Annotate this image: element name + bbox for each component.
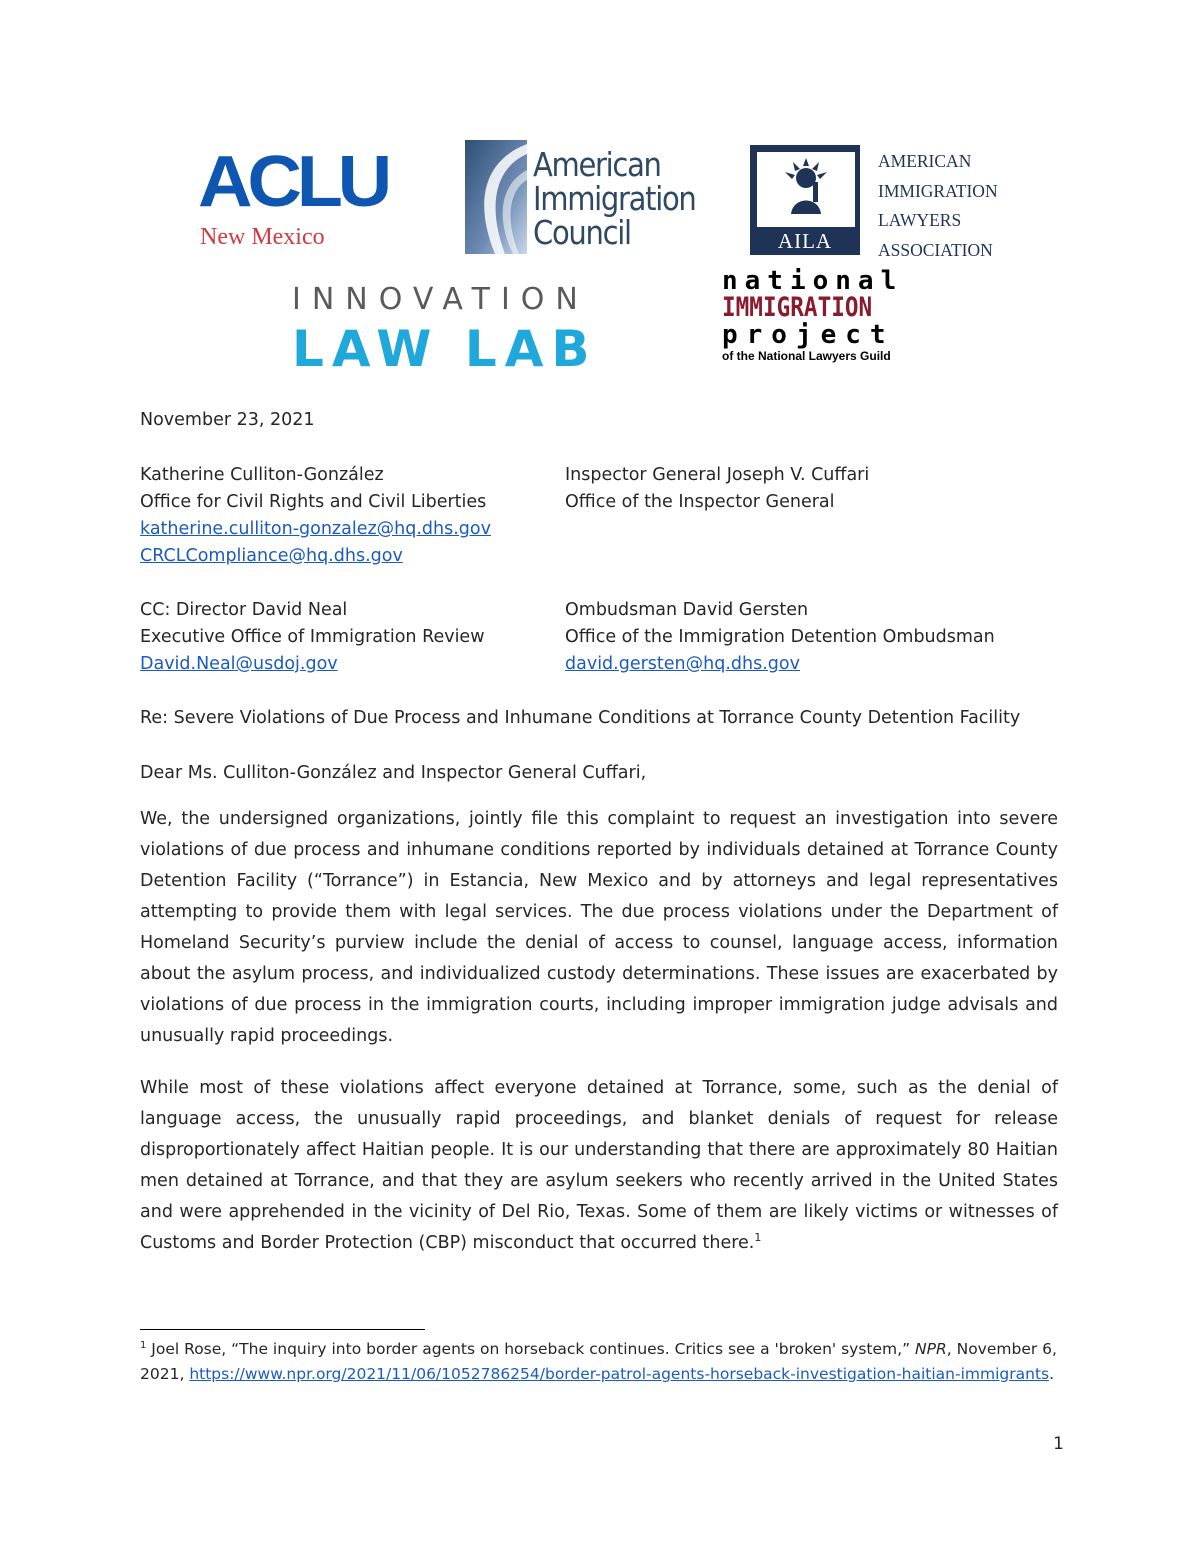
body-paragraph-1: We, the undersigned organizations, jointly file this complaint to request an investigation into severe violations of due process and inhumane conditions reported by individuals detained at Torrance County Detention Facility (“Torrance”) in Estancia, New Mexico and by attorneys and legal representatives attempting to provide them with legal services. The due process violations under the Department of Homeland Security’s purview include the denial of access to counsel, language access, information about the asylum process, and individualized custody determinations. These issues are exacerbated by violations of due process in the immigration courts, including improper immigration judge advisals and unusually rapid proceedings. — [140, 809, 1058, 1046]
aila-logo — [750, 145, 1030, 260]
aic-logo-line2: Immigration — [533, 179, 696, 218]
footnote-reference[interactable]: 1 — [754, 1231, 762, 1245]
recipient-oig-name: Inspector General Joseph V. Cuffari — [565, 465, 870, 485]
footnote-divider — [140, 1329, 425, 1330]
aclu-logo-word: ACLU — [198, 142, 387, 222]
recipient-oig-office: Office of the Inspector General — [565, 492, 835, 512]
letter-date: November 23, 2021 — [140, 410, 315, 430]
recipient-crcl-office: Office for Civil Rights and Civil Liberties — [140, 492, 487, 512]
letter-salutation: Dear Ms. Culliton-González and Inspector General Cuffari, — [140, 763, 647, 783]
page-number: 1 — [1053, 1434, 1064, 1454]
aic-logo-line1: American — [533, 145, 661, 184]
recipient-eoir — [140, 597, 485, 678]
footnote-url-link[interactable]: https://www.npr.org/2021/11/06/1052786254/border-patrol-agents-horseback-investigation-haitian-immigrants — [189, 1365, 1050, 1383]
recipient-oig — [565, 462, 869, 516]
footnote-end: . — [1049, 1365, 1055, 1383]
aclu-logo-state: New Mexico — [200, 224, 325, 250]
aila-logo-line2: IMMIGRATION — [878, 180, 998, 201]
recipient-crcl-email-link[interactable]: katherine.culliton-gonzalez@hq.dhs.gov — [140, 519, 491, 539]
crcl-compliance-email-link[interactable]: CRCLCompliance@hq.dhs.gov — [140, 546, 403, 566]
footnote-marker: 1 — [140, 1339, 147, 1351]
national-immigration-project-logo — [722, 268, 912, 368]
nip-logo-line1: national — [722, 266, 904, 296]
aila-seal — [750, 145, 860, 255]
footnote-1 — [140, 1337, 1058, 1387]
nip-logo-line2: IMMIGRATION — [722, 292, 873, 323]
aclu-new-mexico-logo — [198, 142, 398, 256]
nip-logo-line4: of the National Lawyers Guild — [722, 349, 891, 363]
recipient-crcl — [140, 462, 491, 570]
recipient-ombudsman-email-link[interactable]: david.gersten@hq.dhs.gov — [565, 654, 800, 674]
recipient-eoir-email-link[interactable]: David.Neal@usdoj.gov — [140, 654, 338, 674]
innovation-law-lab-logo — [292, 283, 652, 378]
footnote-text-after: , November 6, 2021, — [140, 1340, 1057, 1383]
aila-logo-line1: AMERICAN — [878, 151, 972, 171]
recipient-ombudsman — [565, 597, 995, 678]
aic-logo-line3: Council — [533, 213, 631, 252]
aic-swoosh-icon — [465, 140, 527, 254]
recipient-ombudsman-name: Ombudsman David Gersten — [565, 600, 809, 620]
recipient-eoir-name: CC: Director David Neal — [140, 600, 348, 620]
ill-logo-top: INNOVATION — [292, 282, 589, 317]
american-immigration-council-logo — [465, 140, 705, 255]
body-paragraph-2 — [140, 1073, 1058, 1259]
letter-subject: Re: Severe Violations of Due Process and Inhumane Conditions at Torrance County Detention Facility — [140, 708, 1021, 728]
aila-seal-word: AILA — [750, 227, 860, 255]
footnote-source: NPR — [915, 1340, 947, 1358]
aila-logo-line3: LAWYERS — [878, 210, 962, 230]
aila-logo-line4: ASSOCIATION — [878, 239, 993, 260]
body-paragraph-2-text: While most of these violations affect everyone detained at Torrance, some, such as the denial of language access, the unusually rapid proceedings, and blanket denials of request for release disproportionately affect Haitian people. It is our understanding that there are approximately 80 Haitian men detained at Torrance, and that they are asylum seekers who recently arrived in the United States and were apprehended in the vicinity of Del Rio, Texas. Some of them are likely victims or witnesses of Customs and Border Protection (CBP) misconduct that occurred there. — [140, 1078, 1058, 1253]
recipient-crcl-name: Katherine Culliton-González — [140, 465, 384, 485]
ill-logo-bottom: LAW LAB — [292, 320, 598, 378]
aila-logo-text — [878, 147, 998, 265]
footnote-text-before: Joel Rose, “The inquiry into border agents on horseback continues. Critics see a 'broken' system,” — [146, 1340, 916, 1358]
recipient-ombudsman-office: Office of the Immigration Detention Ombudsman — [565, 627, 995, 647]
recipient-eoir-office: Executive Office of Immigration Review — [140, 627, 485, 647]
aic-logo-text — [533, 145, 696, 252]
nip-logo-line3: project — [722, 320, 895, 350]
